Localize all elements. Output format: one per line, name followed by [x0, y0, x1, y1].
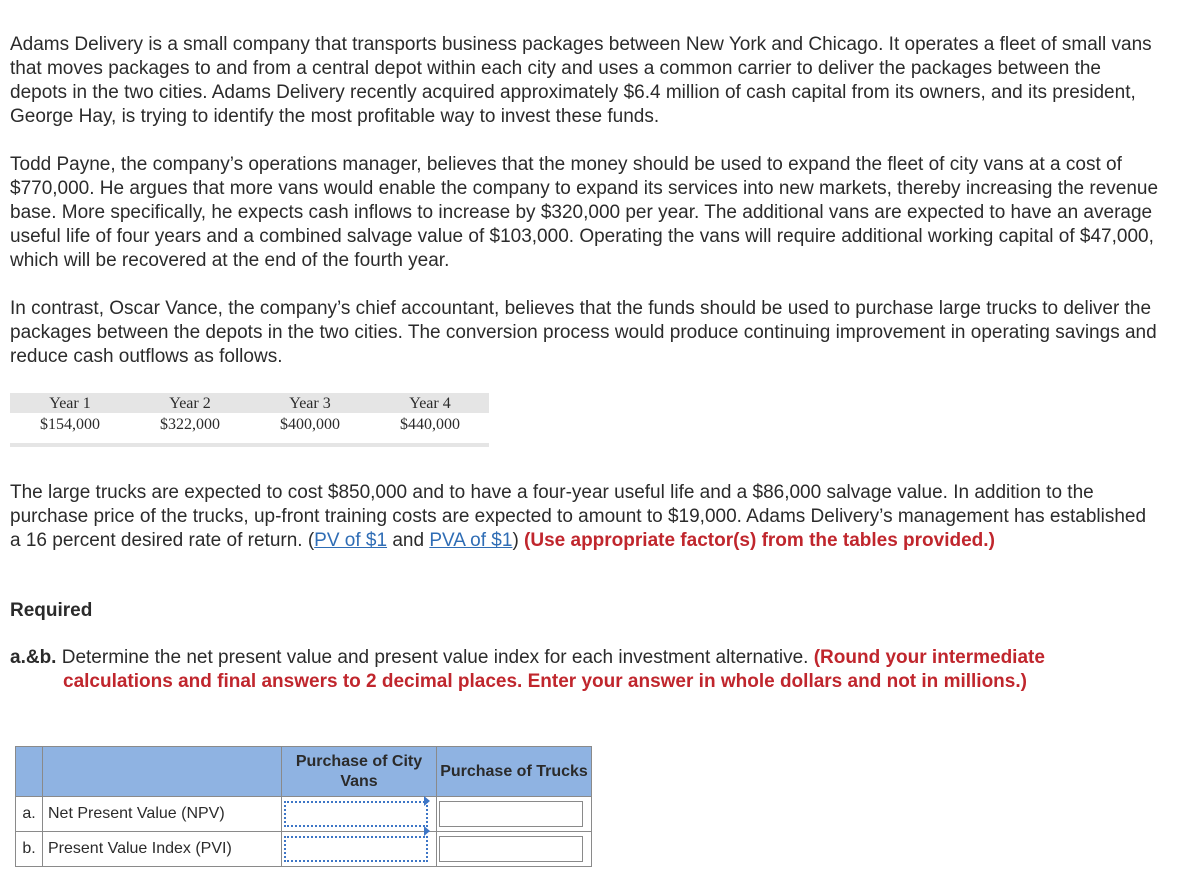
- header-blank-letter: [16, 747, 43, 797]
- savings-value: $322,000: [160, 416, 220, 433]
- row-letter: a.: [16, 797, 43, 832]
- pvi-trucks-cell: [437, 832, 592, 867]
- rounding-instruction-a: (Round your intermediate: [813, 647, 1045, 668]
- savings-value: $440,000: [400, 416, 460, 433]
- savings-bottom-bar: [10, 443, 489, 447]
- answer-flag-icon: [424, 826, 430, 836]
- question-label: a.&b.: [10, 647, 57, 668]
- trucks-close-paren: ): [512, 530, 519, 551]
- question-ab: [10, 646, 1160, 694]
- header-city-vans: Purchase of City Vans: [282, 747, 437, 797]
- header-blank-label: [43, 747, 282, 797]
- intro-paragraph-1: Adams Delivery is a small company that transports business packages between New York and Chicago. It operates a fleet of small vans that moves packages to and from a central depot within each city and uses a common carrier to deliver the packages between the depots in the two cities. Adams Delivery recently acquired approximately $6.4 million of cash capital from its owners, and its president, George Hay, is trying to identify the most profitable way to invest these funds.: [10, 34, 1152, 127]
- savings-col-year-3: [250, 395, 370, 435]
- savings-col-year-4: [370, 395, 490, 435]
- npv-trucks-cell: [437, 797, 592, 832]
- trucks-text: The large trucks are expected to cost $850,000 and to have a four-year useful life and a $86,000 salvage value. In addition to the purchase price of the trucks, up-front training costs are expected to amount to $19,000. Adams Delivery’s management has established a 16 percent desired rate of return. (: [10, 482, 1147, 551]
- answer-flag-icon: [424, 796, 430, 806]
- pvi-vans-cell: [282, 832, 437, 867]
- rounding-instruction-b: calculations and final answers to 2 decimal places. Enter your answer in whole dollars and not in millions.): [63, 671, 1027, 692]
- pvi-trucks-input[interactable]: [439, 836, 583, 862]
- trucks-and: and: [387, 530, 430, 551]
- answer-table: [15, 746, 592, 867]
- npv-vans-input[interactable]: [284, 801, 428, 827]
- savings-year-label: Year 4: [409, 395, 451, 412]
- savings-year-label: Year 2: [169, 395, 211, 412]
- pvi-vans-input[interactable]: [284, 836, 428, 862]
- savings-year-label: Year 1: [49, 395, 91, 412]
- required-heading: Required: [10, 600, 93, 621]
- savings-col-year-2: [130, 395, 250, 435]
- npv-vans-cell: [282, 797, 437, 832]
- savings-year-label: Year 3: [289, 395, 331, 412]
- intro-paragraph-3: In contrast, Oscar Vance, the company’s chief accountant, believes that the funds should be used to purchase large trucks to deliver the packages between the depots in the two cities. The conversion process would produce continuing improvement in operating savings and reduce cash outflows as follows.: [10, 298, 1157, 367]
- factor-instruction: (Use appropriate factor(s) from the tables provided.): [518, 530, 995, 551]
- row-letter: b.: [16, 832, 43, 867]
- trucks-paragraph: [10, 481, 1160, 553]
- savings-value: $154,000: [40, 416, 100, 433]
- question-text: Determine the net present value and present value index for each investment alternative.: [56, 647, 814, 668]
- header-trucks: Purchase of Trucks: [437, 747, 592, 797]
- table-row: [16, 832, 592, 867]
- intro-paragraph-2: Todd Payne, the company’s operations manager, believes that the money should be used to expand the fleet of city vans at a cost of $770,000. He argues that more vans would enable the company to expand its services into new markets, thereby increasing the revenue base. More specifically, he expects cash inflows to increase by $320,000 per year. The additional vans are expected to have an average useful life of four years and a combined salvage value of $103,000. Operating the vans will require additional working capital of $47,000, which will be recovered at the end of the fourth year.: [10, 154, 1159, 271]
- npv-trucks-input[interactable]: [439, 801, 583, 827]
- answer-header-row: [16, 747, 592, 797]
- savings-value: $400,000: [280, 416, 340, 433]
- pv-of-1-link[interactable]: PV of $1: [314, 530, 388, 551]
- row-label: Present Value Index (PVI): [43, 832, 282, 867]
- table-row: [16, 797, 592, 832]
- row-label: Net Present Value (NPV): [43, 797, 282, 832]
- savings-col-year-1: [10, 395, 130, 435]
- pva-of-1-link[interactable]: PVA of $1: [429, 530, 513, 551]
- operating-savings-table: [10, 393, 489, 447]
